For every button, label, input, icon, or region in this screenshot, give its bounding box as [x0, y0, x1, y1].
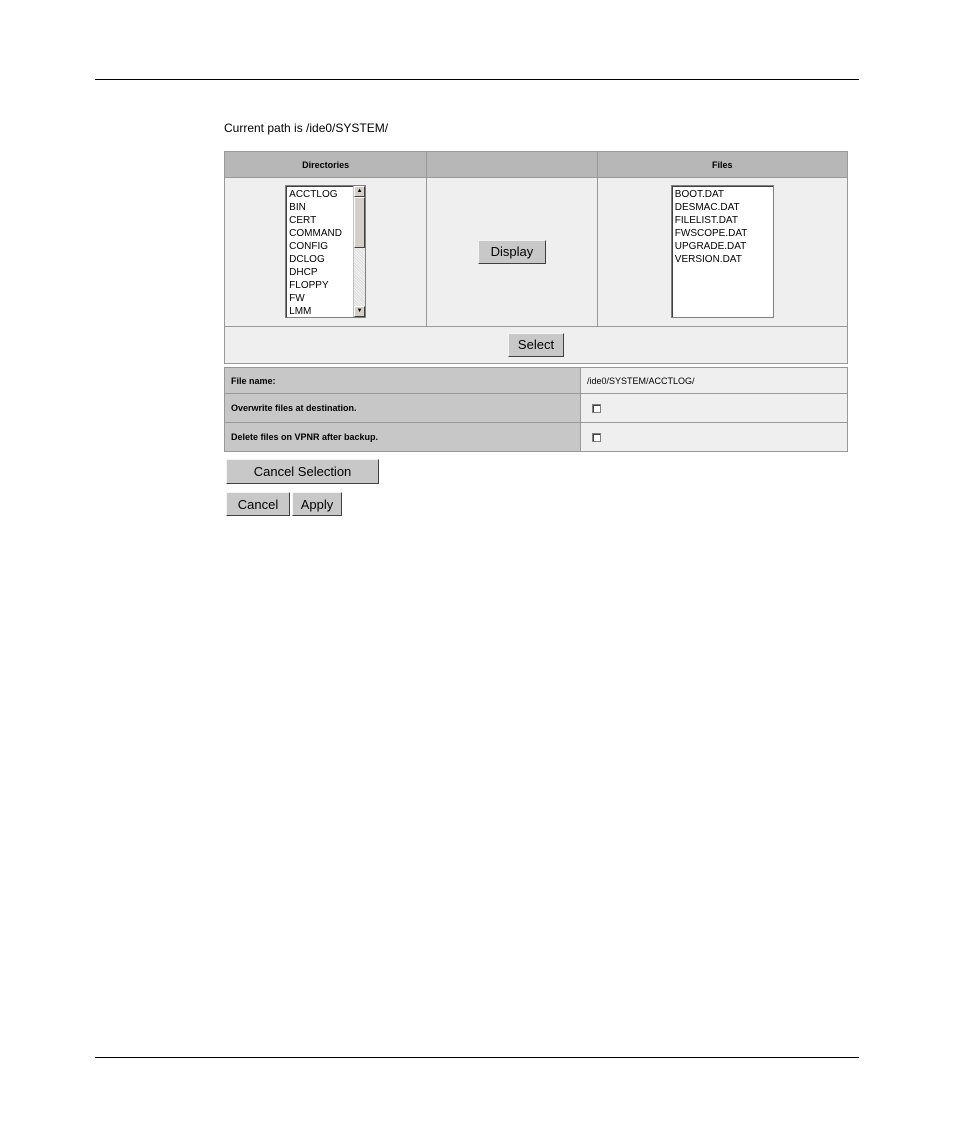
current-path-text: Current path is /ide0/SYSTEM/ [224, 121, 389, 135]
backup-options-table [224, 367, 848, 452]
delete-after-backup-checkbox[interactable] [592, 433, 601, 442]
directories-listbox[interactable] [285, 185, 366, 318]
file-option[interactable]: DESMAC.DAT [674, 202, 740, 214]
file-option[interactable]: BOOT.DAT [674, 189, 725, 201]
scroll-down-arrow-icon[interactable]: ▼ [354, 306, 365, 317]
top-rule [95, 79, 859, 80]
directory-option[interactable]: LMM [289, 306, 312, 318]
display-cell [427, 178, 597, 326]
directory-option[interactable]: FW [289, 293, 305, 305]
files-listbox[interactable] [671, 185, 774, 318]
directory-option[interactable]: FLOPPY [289, 280, 329, 292]
display-button[interactable]: Display [478, 240, 546, 264]
cancel-button[interactable]: Cancel [226, 492, 290, 516]
file-option[interactable]: VERSION.DAT [674, 254, 742, 266]
files-list [672, 186, 773, 266]
directories-cell [225, 178, 427, 326]
scroll-up-arrow-icon[interactable]: ▲ [354, 186, 365, 197]
file-name-value: /ide0/SYSTEM/ACCTLOG/ [581, 368, 848, 394]
directory-option[interactable]: ACCTLOG [289, 189, 338, 201]
directory-option[interactable]: DCLOG [289, 254, 325, 266]
directories-scrollbar[interactable] [353, 186, 365, 317]
file-option[interactable]: UPGRADE.DAT [674, 241, 747, 253]
delete-after-backup-cell [581, 423, 848, 452]
file-option[interactable]: FWSCOPE.DAT [674, 228, 748, 240]
apply-button[interactable]: Apply [292, 492, 342, 516]
directory-browser-table [224, 151, 848, 364]
directory-option[interactable]: CERT [289, 215, 317, 227]
bottom-rule [95, 1057, 859, 1058]
overwrite-checkbox[interactable] [592, 404, 601, 413]
directory-option[interactable]: BIN [289, 202, 306, 214]
select-cell [225, 326, 848, 363]
directory-option[interactable]: CONFIG [289, 241, 329, 253]
select-button[interactable]: Select [508, 333, 564, 357]
directory-option[interactable]: DHCP [289, 267, 318, 279]
directories-header: Directories [225, 152, 427, 178]
files-header: Files [597, 152, 847, 178]
files-cell [597, 178, 847, 326]
scroll-thumb[interactable] [354, 197, 365, 248]
delete-after-backup-label: Delete files on VPNR after backup. [225, 423, 581, 452]
middle-header [427, 152, 597, 178]
overwrite-cell [581, 394, 848, 423]
directory-option[interactable]: COMMAND [289, 228, 342, 240]
file-option[interactable]: FILELIST.DAT [674, 215, 738, 227]
overwrite-label: Overwrite files at destination. [225, 394, 581, 423]
file-name-label: File name: [225, 368, 581, 394]
cancel-selection-button[interactable]: Cancel Selection [226, 459, 379, 484]
